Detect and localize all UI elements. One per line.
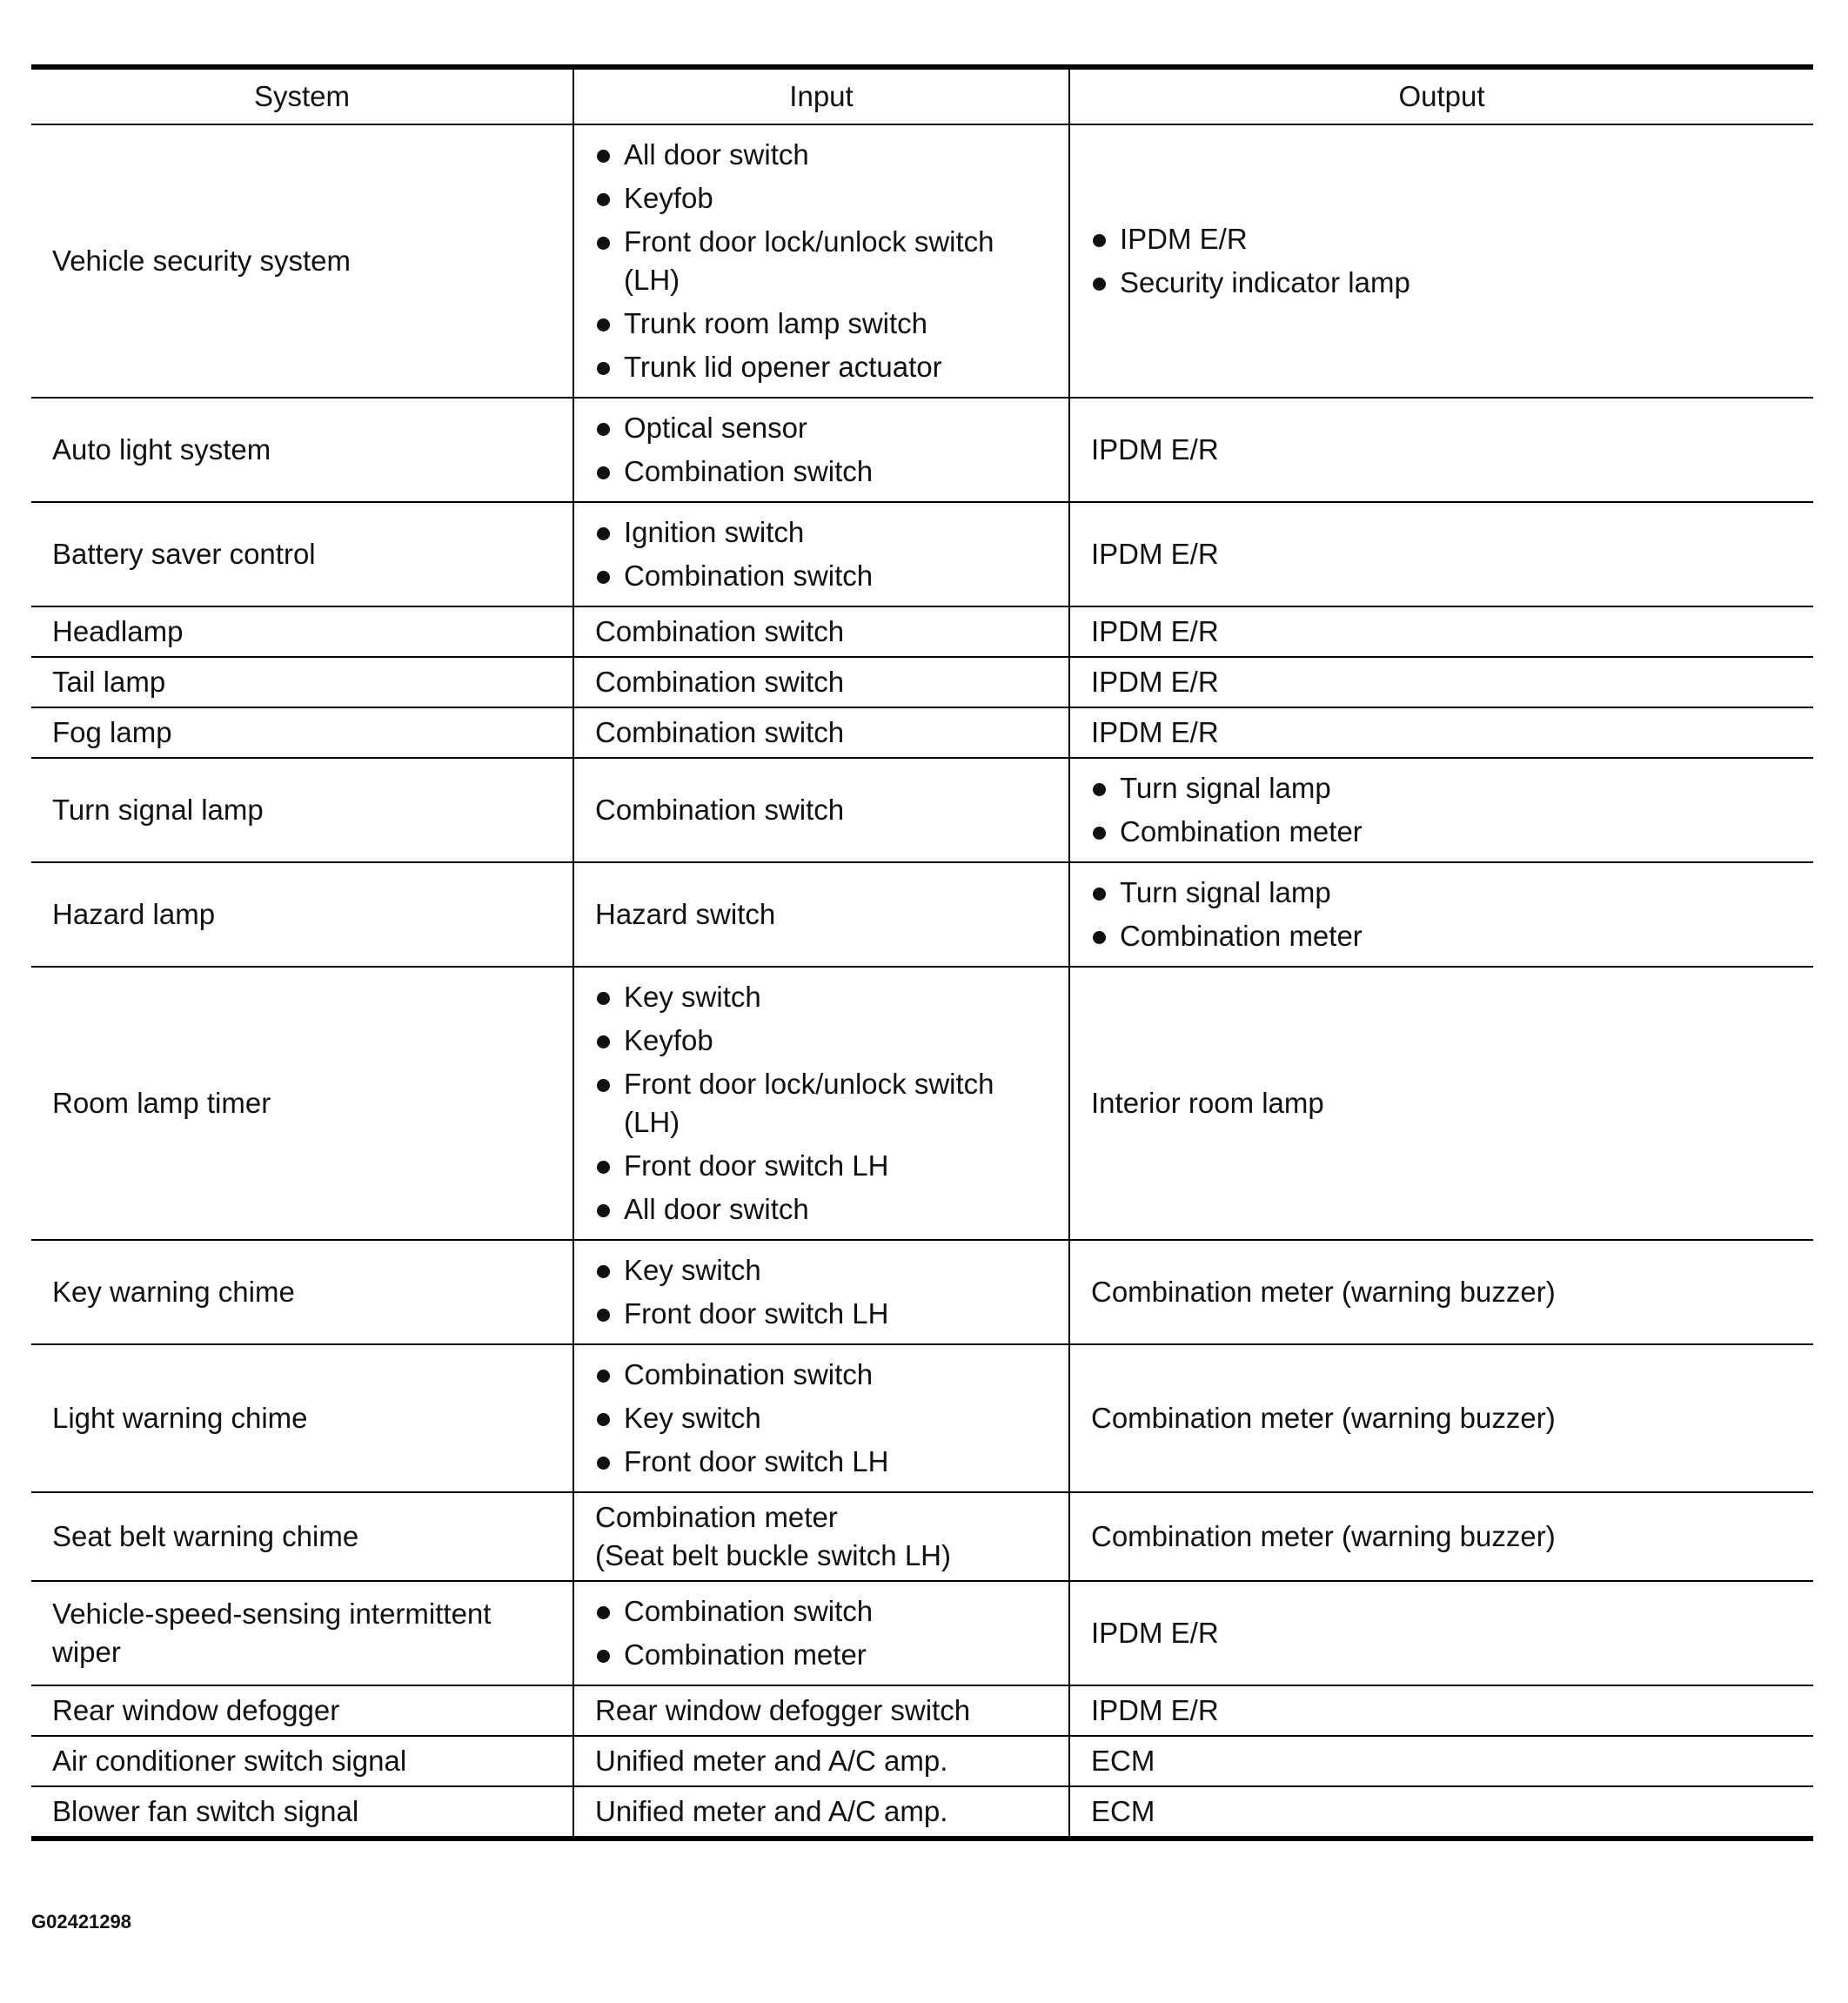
output-text: IPDM E/R (1091, 1694, 1219, 1726)
input-bullet-item: Ignition switch (595, 513, 1048, 552)
table-row (31, 967, 1813, 1240)
input-bullet-item: Front door switch LH (595, 1443, 1048, 1481)
header-input: Input (573, 67, 1069, 124)
output-cell (1069, 1344, 1813, 1492)
table-row (31, 862, 1813, 967)
output-cell (1069, 1736, 1813, 1786)
output-cell (1069, 862, 1813, 967)
system-cell: Fog lamp (31, 707, 573, 758)
output-text: ECM (1091, 1795, 1155, 1827)
table-row (31, 1581, 1813, 1685)
table-row (31, 657, 1813, 707)
system-cell: Key warning chime (31, 1240, 573, 1344)
table-row (31, 1344, 1813, 1492)
system-cell: Blower fan switch signal (31, 1786, 573, 1839)
table-body (31, 124, 1813, 1839)
output-bullet-item: Combination meter (1091, 917, 1792, 955)
input-bullet-item: Key switch (595, 1399, 1048, 1437)
input-text: Combination switch (595, 716, 845, 748)
input-text: Rear window defogger switch (595, 1694, 971, 1726)
input-cell (573, 1240, 1069, 1344)
output-cell (1069, 758, 1813, 862)
input-text: (Seat belt buckle switch LH) (595, 1539, 952, 1571)
table-row (31, 1786, 1813, 1839)
input-cell (573, 1786, 1069, 1839)
input-cell (573, 502, 1069, 606)
system-cell: Light warning chime (31, 1344, 573, 1492)
input-bullet-item: Trunk lid opener actuator (595, 348, 1048, 386)
input-cell (573, 1344, 1069, 1492)
input-bullet-item: Combination switch (595, 1356, 1048, 1394)
output-text: IPDM E/R (1091, 538, 1219, 570)
input-text: Combination switch (595, 794, 845, 826)
input-cell (573, 758, 1069, 862)
system-cell: Room lamp timer (31, 967, 573, 1240)
output-bullet-item: IPDM E/R (1091, 220, 1792, 258)
figure-id: G02421298 (31, 1911, 131, 1933)
input-text: Unified meter and A/C amp. (595, 1745, 948, 1777)
system-cell: Headlamp (31, 606, 573, 657)
system-cell: Turn signal lamp (31, 758, 573, 862)
output-cell (1069, 124, 1813, 398)
system-cell: Auto light system (31, 398, 573, 502)
input-cell (573, 1492, 1069, 1581)
output-cell (1069, 707, 1813, 758)
output-cell (1069, 1492, 1813, 1581)
input-bullet-item: Optical sensor (595, 409, 1048, 447)
input-cell (573, 398, 1069, 502)
input-text: Hazard switch (595, 898, 776, 930)
header-output: Output (1069, 67, 1813, 124)
output-bullet-item: Combination meter (1091, 813, 1792, 851)
input-bullet-item: All door switch (595, 136, 1048, 174)
system-cell: Tail lamp (31, 657, 573, 707)
output-bullet-item: Turn signal lamp (1091, 874, 1792, 912)
output-text: Combination meter (warning buzzer) (1091, 1276, 1556, 1308)
table-row (31, 124, 1813, 398)
table-row (31, 502, 1813, 606)
output-text: ECM (1091, 1745, 1155, 1777)
input-cell (573, 1685, 1069, 1736)
table-row (31, 1736, 1813, 1786)
output-cell (1069, 502, 1813, 606)
input-bullet-item: Combination switch (595, 452, 1048, 491)
table-row (31, 758, 1813, 862)
input-bullet-item: Trunk room lamp switch (595, 305, 1048, 343)
output-text: IPDM E/R (1091, 615, 1219, 647)
input-bullet-item: Front door lock/unlock switch (LH) (595, 223, 1048, 299)
header-system: System (31, 67, 573, 124)
input-text: Unified meter and A/C amp. (595, 1795, 948, 1827)
output-text: Combination meter (warning buzzer) (1091, 1402, 1556, 1434)
input-cell (573, 1581, 1069, 1685)
table-header-row (31, 67, 1813, 124)
input-bullet-item: Keyfob (595, 179, 1048, 218)
system-cell: Rear window defogger (31, 1685, 573, 1736)
output-cell (1069, 1786, 1813, 1839)
system-cell: Air conditioner switch signal (31, 1736, 573, 1786)
output-cell (1069, 967, 1813, 1240)
output-text: IPDM E/R (1091, 1617, 1219, 1649)
input-text: Combination meter (595, 1501, 838, 1533)
table-row (31, 707, 1813, 758)
system-cell: Seat belt warning chime (31, 1492, 573, 1581)
output-cell (1069, 1581, 1813, 1685)
input-bullet-item: Front door switch LH (595, 1295, 1048, 1333)
output-text: Combination meter (warning buzzer) (1091, 1520, 1556, 1552)
system-io-table (31, 64, 1813, 1841)
input-bullet-item: Front door switch LH (595, 1147, 1048, 1185)
table-row (31, 1240, 1813, 1344)
system-cell: Hazard lamp (31, 862, 573, 967)
system-cell: Battery saver control (31, 502, 573, 606)
system-cell: Vehicle security system (31, 124, 573, 398)
input-bullet-item: Front door lock/unlock switch (LH) (595, 1065, 1048, 1142)
input-cell (573, 606, 1069, 657)
table-row (31, 1685, 1813, 1736)
output-text: IPDM E/R (1091, 433, 1219, 466)
output-bullet-item: Turn signal lamp (1091, 769, 1792, 807)
output-bullet-item: Security indicator lamp (1091, 264, 1792, 302)
output-cell (1069, 606, 1813, 657)
system-cell: Vehicle-speed-sensing intermittent wiper (31, 1581, 573, 1685)
input-cell (573, 862, 1069, 967)
input-bullet-item: Keyfob (595, 1022, 1048, 1060)
input-cell (573, 1736, 1069, 1786)
output-cell (1069, 657, 1813, 707)
input-bullet-item: Key switch (595, 978, 1048, 1016)
input-bullet-item: Combination meter (595, 1636, 1048, 1674)
table-row (31, 606, 1813, 657)
input-cell (573, 657, 1069, 707)
output-text: IPDM E/R (1091, 716, 1219, 748)
input-bullet-item: Key switch (595, 1251, 1048, 1290)
input-text: Combination switch (595, 615, 845, 647)
output-cell (1069, 1240, 1813, 1344)
input-cell (573, 967, 1069, 1240)
table-row (31, 398, 1813, 502)
input-bullet-item: Combination switch (595, 1592, 1048, 1631)
output-cell (1069, 1685, 1813, 1736)
input-cell (573, 124, 1069, 398)
output-text: IPDM E/R (1091, 666, 1219, 698)
input-bullet-item: Combination switch (595, 557, 1048, 595)
output-cell (1069, 398, 1813, 502)
input-cell (573, 707, 1069, 758)
table-row (31, 1492, 1813, 1581)
input-bullet-item: All door switch (595, 1190, 1048, 1229)
output-text: Interior room lamp (1091, 1087, 1324, 1119)
input-text: Combination switch (595, 666, 845, 698)
